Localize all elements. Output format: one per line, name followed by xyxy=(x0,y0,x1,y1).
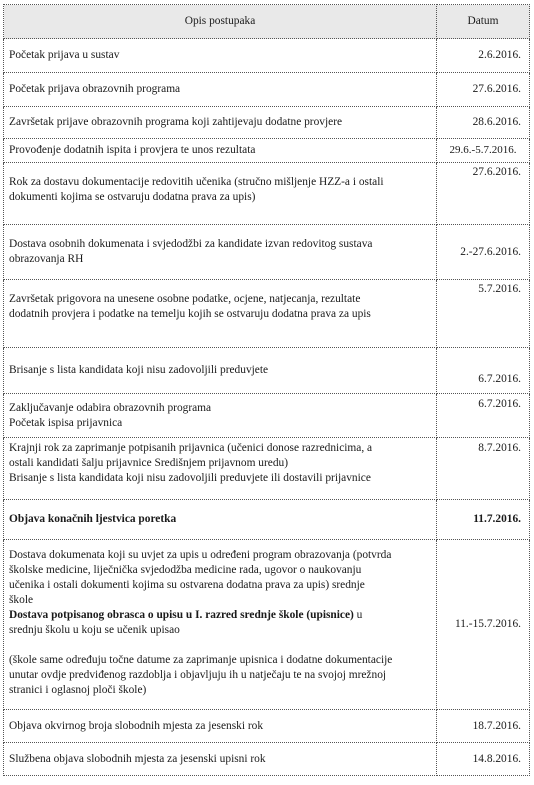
row-description xyxy=(4,540,437,710)
row-text: Završetak prigovora na unesene osobne podatke, ocjene, natjecanja, rezultate xyxy=(9,293,361,305)
row-text: stranici i oglasnoj ploči škole) xyxy=(9,684,147,696)
row-text: Zaključavanje odabira obrazovnih programa xyxy=(9,402,212,414)
table-row xyxy=(4,710,530,743)
row-description xyxy=(4,225,437,280)
row-description xyxy=(4,710,437,743)
row-text: Brisanje s lista kandidata koji nisu zadovoljili preduvjete xyxy=(9,364,269,376)
table-row xyxy=(4,163,530,225)
row-date: 6.7.2016. xyxy=(437,394,530,438)
row-description xyxy=(4,39,437,73)
row-date: 2.-27.6.2016. xyxy=(437,225,530,280)
row-text: Krajnji rok za zaprimanje potpisanih prijavnica (učenici donose razrednicima, a xyxy=(9,442,373,454)
row-description xyxy=(4,348,437,394)
row-date: 28.6.2016. xyxy=(437,107,530,139)
row-text: dodatnih provjera i podatke na temelju kojih se ostvaruju dodatna prava za upis xyxy=(9,308,371,320)
table-row xyxy=(4,39,530,73)
row-date: 5.7.2016. xyxy=(437,280,530,348)
row-text: školske medicine, liječnička svjedodžba medicine rada, ugovor o naukovanju xyxy=(9,564,362,576)
table-header-row xyxy=(4,5,530,39)
table-row xyxy=(4,743,530,776)
row-text-mixed xyxy=(9,608,433,623)
row-date: 11.7.2016. xyxy=(437,500,530,540)
row-description xyxy=(4,743,437,776)
row-description xyxy=(4,139,437,163)
table-row xyxy=(4,394,530,438)
row-text: Rok za dostavu dokumentacije redovitih učenika (stručno mišljenje HZZ-a i ostali xyxy=(9,176,384,188)
row-date: 14.8.2016. xyxy=(437,743,530,776)
row-text: u xyxy=(353,609,363,621)
table-row xyxy=(4,139,530,163)
header-date: Datum xyxy=(437,5,530,39)
row-text: srednju školu u koju se učenik upisao xyxy=(9,624,180,636)
row-text: ostali kandidati šalju prijavnice Središnjem prijavnom uredu) xyxy=(9,457,289,469)
row-text: Objava konačnih ljestvica poretka xyxy=(9,513,177,525)
row-date: 18.7.2016. xyxy=(437,710,530,743)
row-text: Početak ispisa prijavnica xyxy=(9,417,123,429)
row-description xyxy=(4,280,437,348)
row-text: Početak prijava u sustav xyxy=(9,49,120,61)
row-date: 2.6.2016. xyxy=(437,39,530,73)
row-text: Provođenje dodatnih ispita i provjera te unos rezultata xyxy=(9,144,256,156)
table-row xyxy=(4,540,530,710)
row-date: 29.6.-5.7.2016. xyxy=(437,139,530,163)
row-text: Brisanje s lista kandidata koji nisu zadovoljili preduvjete ili dostavili prijavnice xyxy=(9,472,371,484)
row-description xyxy=(4,107,437,139)
row-description xyxy=(4,500,437,540)
row-description xyxy=(4,163,437,225)
row-text: (škole same određuju točne datume za zaprimanje upisnica i dodatne dokumentacije xyxy=(9,654,393,666)
spacer xyxy=(9,638,433,653)
row-text: Službena objava slobodnih mjesta za jesenski upisni rok xyxy=(9,752,266,765)
row-text: Dostava osobnih dokumenata i svjedodžbi za kandidate izvan redovitog sustava xyxy=(9,238,373,250)
table-row xyxy=(4,225,530,280)
table-row xyxy=(4,73,530,107)
row-text: Završetak prijave obrazovnih programa koji zahtijevaju dodatne provjere xyxy=(9,116,343,128)
row-text: Dostava dokumenata koji su uvjet za upis u određeni program obrazovanja (potvrda xyxy=(9,549,392,561)
row-text: učenika i ostali dokumenti kojima su ostvarena dodatna prava za upis) srednje xyxy=(9,579,365,591)
header-description: Opis postupaka xyxy=(4,5,437,39)
row-text: unutar ovdje predviđenog razdoblja i objavljuju ih u natječaju te na svojoj mrežnoj xyxy=(9,669,387,681)
row-description xyxy=(4,73,437,107)
table-row-highlight xyxy=(4,500,530,540)
row-date: 27.6.2016. xyxy=(437,73,530,107)
row-date: 27.6.2016. xyxy=(437,163,530,225)
row-date: 8.7.2016. xyxy=(437,438,530,500)
table-row xyxy=(4,348,530,394)
row-description xyxy=(4,394,437,438)
enrollment-schedule-table xyxy=(3,4,530,776)
row-text-bold: Dostava potpisanog obrasca o upisu u I. razred srednje škole (upisnice) xyxy=(9,609,354,621)
table-row xyxy=(4,438,530,500)
row-text: dokumenti kojima se ostvaruju dodatna prava za upis) xyxy=(9,191,256,203)
row-text: škole xyxy=(9,594,34,606)
row-text: Objava okvirnog broja slobodnih mjesta za jesenski rok xyxy=(9,719,264,732)
row-text: obrazovanja RH xyxy=(9,253,84,265)
row-text: Početak prijava obrazovnih programa xyxy=(9,83,181,95)
table-row xyxy=(4,280,530,348)
row-date: 11.-15.7.2016. xyxy=(437,540,530,710)
row-description xyxy=(4,438,437,500)
table-row xyxy=(4,107,530,139)
row-date: 6.7.2016. xyxy=(437,348,530,394)
